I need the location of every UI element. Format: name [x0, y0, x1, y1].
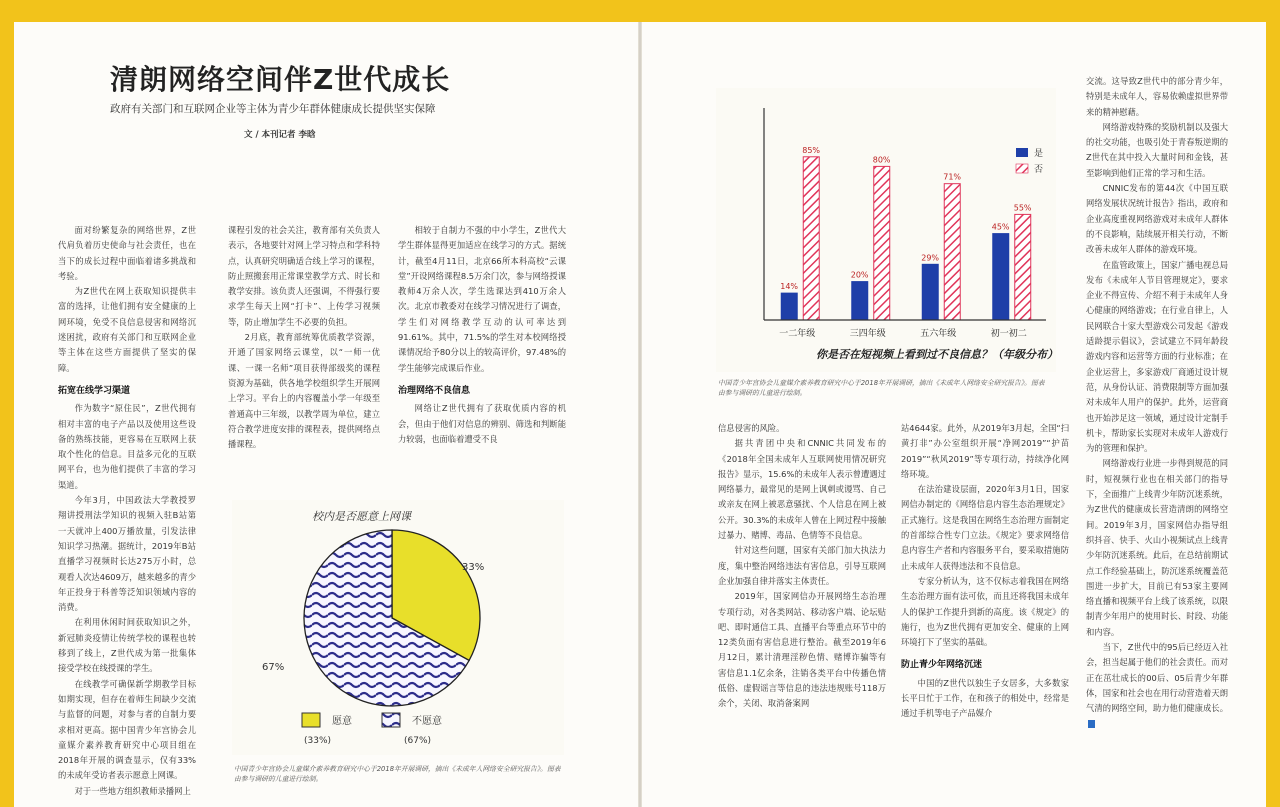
paragraph: 专家分析认为，这不仅标志着我国在网络生态治理方面有法可依，而且还将我国未成年人的保护工作提升到新的高度。该《规定》的施行，也为Z世代拥有更加安全、健康的上网环境打下了坚实的基础。: [901, 575, 1069, 648]
paragraph: 在利用休闲时间获取知识之外，新冠肺炎疫情让传统学校的课程也转移到了线上，Z世代成为第一批集体接受学校在线授课的学生。: [58, 617, 196, 674]
legend-swatch-no: [1016, 164, 1028, 173]
pie-label-no: 67%: [262, 662, 285, 673]
pie-chart-figure: [232, 500, 564, 755]
paragraph: 面对纷繁复杂的网络世界，Z世代肩负着历史使命与社会责任，也在当下的成长过程中面临着诸多挑战和考验。: [58, 225, 196, 281]
legend-swatch-no: [382, 713, 400, 727]
section-heading: 治理网络不良信息: [398, 385, 471, 396]
legend-label-no: 不愿意: [412, 716, 442, 727]
paragraph: 网络游戏特殊的奖励机制以及强大的社交功能，也吸引处于青春叛逆期的Z世代在其中投入大量时间和金钱，甚至影响到他们正常的学习和生活。: [1086, 121, 1228, 178]
bar-data-label: 20%: [850, 270, 869, 280]
paragraph: 相较于自制力不强的中小学生，Z世代大学生群体显得更加适应在线学习的方式。据统计，截至4月11日，北京66所本科高校“云课堂”开设网络课程8.5万余门次，参与网络授课教师4万余人次，学生选课达到410万余人次。北京市教委对在线学习情况进行了调查，学生们对网络教学互动的认可率达到91.61%。其中，71.5%的学生对本校网络授课情况给予80分以上的较高评价，97.48%的学生能够完成课后作业。: [398, 225, 566, 373]
column-6: [1086, 74, 1228, 805]
pie-label-yes: 33%: [462, 562, 485, 573]
bar-data-label: 55%: [1013, 203, 1032, 213]
column-3: [398, 223, 566, 493]
paragraph: 针对这些问题，国家有关部门加大执法力度，集中整治网络违法有害信息，引导互联网企业加强自律并落实主体责任。: [718, 545, 886, 586]
x-tick-label: 三四年级: [849, 329, 886, 339]
pie-chart: [232, 500, 564, 755]
paragraph: 网络让Z世代拥有了获取优质内容的机会，但由于他们对信息的辨别、筛选和判断能力较弱，也面临着遭受不良: [398, 403, 566, 444]
end-mark-icon: [1088, 720, 1095, 728]
paragraph: 今年3月，中国政法大学教授罗翔讲授刑法学知识的视频入驻B站第一天就冲上400万播放量，引发法律知识学习热潮。据统计，2019年B站直播学习视频时长达275万小时，总观看人次达4609万，越来越多的青少年正投身于科普等泛知识领域内容的消费。: [58, 495, 196, 613]
legend-label-no: 否: [1034, 165, 1044, 175]
bar-yes: [781, 293, 797, 320]
paragraph: 站4644家。此外，从2019年3月起，全国“扫黄打非”办公室组织开展“净网2019”“护苗2019”“秋风2019”等专项行动，持续净化网络环境。: [901, 423, 1069, 479]
legend-label-yes: 愿意: [332, 716, 352, 727]
paragraph: 在线教学可确保新学期教学目标如期实现，但存在着师生间缺少交流与监督的问题，对参与者的自制力要求相对更高。据中国青少年宫协会儿童媒介素养教育研究中心项目组在2018年开展的调查显示，仅有33%的未成年受访者表示愿意上网课。: [58, 678, 196, 781]
article-subtitle: 政府有关部门和互联网企业等主体为青少年群体健康成长提供坚实保障: [110, 103, 436, 115]
legend-pct-no: (67%): [404, 736, 432, 746]
bar-no: [803, 157, 819, 320]
bar-chart: [716, 88, 1056, 372]
bar-data-label: 85%: [802, 145, 821, 155]
paragraph: 据共青团中央和CNNIC共同发布的《2018年全国未成年人互联网使用情况研究报告》显示，15.6%的未成年人表示曾遭遇过网络暴力，最常见的是网上讽刺或谩骂、自己或亲友在网上被恶意骚扰、个人信息在网上被公开。30.3%的未成年人曾在上网过程中接触过暴力、赌博、毒品、色情等不良信息。: [718, 438, 886, 541]
bar-yes: [852, 282, 868, 320]
paragraph: 作为数字“原住民”，Z世代拥有相对丰富的电子产品以及使用这些设备的熟练技能，更容易在互联网上获取个性化的信息。目益多元化的互联网平台，也为他们提供了丰富的学习渠道。: [58, 403, 196, 490]
paragraph: 交流。这导致Z世代中的部分青少年，特别是未成年人，容易依赖虚拟世界带来的精神慰藉。: [1086, 76, 1228, 117]
legend-swatch-yes: [1016, 148, 1028, 157]
article-title: 清朗网络空间伴Z世代成长: [110, 63, 451, 96]
column-1: [58, 223, 196, 805]
paragraph: 2019年，国家网信办开展网络生态治理专项行动，对各类网站、移动客户端、论坛贴吧、即时通信工具、直播平台等重点环节中的12类负面有害信息进行整治。截至2019年6月12日，累计清理淫秽色情、赌博诈骗等有害信息1.1亿余条，注销各类平台中传播色情低俗、虚假谣言等信息的违法违规账号118万余个，关闭、取消备案网: [718, 591, 886, 709]
column-5: [901, 421, 1069, 805]
paragraph-text: 当下，Z世代中的95后已经迈入社会，担当起属于他们的社会责任。而对正在茁壮成长的00后、05后青少年群体，国家和社会也在用行动营造着天朗气清的网络空间，助力他们健康成长。: [1086, 641, 1228, 714]
x-tick-label: 五六年级: [920, 329, 957, 339]
chart-title: 你是否在短视频上看到过不良信息？（年级分布）: [816, 348, 1056, 361]
paragraph: CNNIC发布的第44次《中国互联网络发展状况统计报告》指出，政府和企业高度重视网络游戏对未成年人群体的不良影响，陆续展开相关行动，不断改善未成年人群体的游戏环境。: [1086, 183, 1228, 255]
x-tick-label: 一二年级: [779, 329, 816, 339]
section-heading: 拓宽在线学习渠道: [58, 385, 131, 396]
paragraph: 课程引发的社会关注，教育部有关负责人表示，各地要针对网上学习特点和学科特点，认真研究明确适合线上学习的课程，防止照搬套用正常课堂教学方式、时长和教学安排。该负责人还强调，不得强行要求学生每天上网“打卡”、上传学习视频等，防止增加学生不必要的负担。: [228, 225, 380, 327]
paragraph: 网络游戏行业进一步得到规范的同时，短视频行业也在相关部门的指导下，全面推广上线青少年防沉迷系统，为Z世代的健康成长营造清朗的网络空间。2019年3月，国家网信办指导组织抖音、快手、火山小视频试点上线青少年防沉迷系统。此后，在总结前期试点工作经验基础上，防沉迷系统覆盖范围进一步扩大，目前已有53家主要网络直播和视频平台上线了该系统，以限制青少年用户的使用时长、时段、功能和内容。: [1086, 458, 1228, 637]
pie-caption: 中国青少年宫协会儿童媒介素养教育研究中心于2018年开展调研，摘出《未成年人网络安全研究报告》。图表由参与调研的儿童进行绘制。: [234, 765, 561, 783]
bar-data-label: 29%: [921, 253, 940, 263]
bar-yes: [922, 264, 938, 320]
paragraph: 对于一些地方组织教师录播网上: [74, 785, 191, 796]
column-2: [228, 223, 380, 485]
bar-yes: [993, 234, 1009, 320]
paragraph: 为Z世代在网上获取知识提供丰富的选择，让他们拥有安全健康的上网环境，免受不良信息侵害和网络沉迷困扰，政府有关部门和互联网企业等主体在这些方面提供了坚实的保障。: [58, 286, 196, 373]
bar-chart-figure: [716, 88, 1056, 372]
bar-data-label: 45%: [991, 222, 1010, 232]
bar-no: [944, 184, 960, 320]
paragraph: 在监管政策上，国家广播电视总局发布《未成年人节目管理规定》，要求企业不得宣传、介绍不利于未成年人身心健康的网络游戏；在行业自律上，人民网联合十家大型游戏公司发起《游戏适龄提示倡议》，尝试建立不同年龄段游戏内容和运营等方面的行业标准；在企业运营上，多家游戏厂商通过设计规范，从身份认证、消费限制等方面加强对未成年人用户的保护。此外，运营商也开始涉足这一领域，通过设计定制手机卡，帮助家长实现对未成年人游戏行为的管理和保护。: [1086, 259, 1228, 454]
legend-swatch-yes: [302, 713, 320, 727]
section-heading: 防止青少年网络沉迷: [901, 660, 983, 671]
paragraph: 在法治建设层面，2020年3月1日，国家网信办制定的《网络信息内容生态治理规定》正式施行。这是我国在网络生态治理方面制定的首部综合性专门立法。《规定》要求网络信息内容生产者和内容服务平台，要采取措施防止未成年人获得违法和不良信息。: [901, 484, 1069, 571]
bar-no: [874, 166, 890, 320]
pie-title: 校内是否愿意上网课: [312, 510, 411, 523]
bar-data-label: 80%: [872, 155, 891, 165]
legend-pct-yes: (33%): [304, 736, 332, 746]
bar-data-label: 71%: [943, 172, 962, 182]
article-byline: 文 / 本刊记者 李晗: [244, 130, 316, 140]
paragraph: [1086, 640, 1228, 732]
bar-caption: 中国青少年宫协会儿童媒介素养教育研究中心于2018年开展调研，摘出《未成年人网络安全研究报告》。图表由参与调研的儿童进行绘制。: [718, 379, 1045, 397]
paragraph: 中国的Z世代以独生子女居多，大多数家长平日忙于工作，在和孩子的相处中，经常是通过手机等电子产品媒介: [901, 677, 1069, 719]
legend-label-yes: 是: [1034, 149, 1044, 159]
paragraph: 信息侵害的风险。: [718, 423, 785, 433]
column-4: [718, 421, 886, 805]
bar-data-label: 14%: [780, 282, 799, 292]
paragraph: 2月底，教育部统筹优质教学资源，开通了国家网络云课堂，以“一师一优课、一课一名师”项目获得部级奖的课程资源为基础，供各地学校组织学生开展网上学习。平台上的内容覆盖小学一年级至普通高中三年级，以教学周为单位，建立符合教学进度安排的课程表，提供网络点播课程。: [228, 332, 380, 450]
bar-no: [1015, 214, 1031, 320]
x-tick-label: 初一初二: [990, 329, 1027, 339]
